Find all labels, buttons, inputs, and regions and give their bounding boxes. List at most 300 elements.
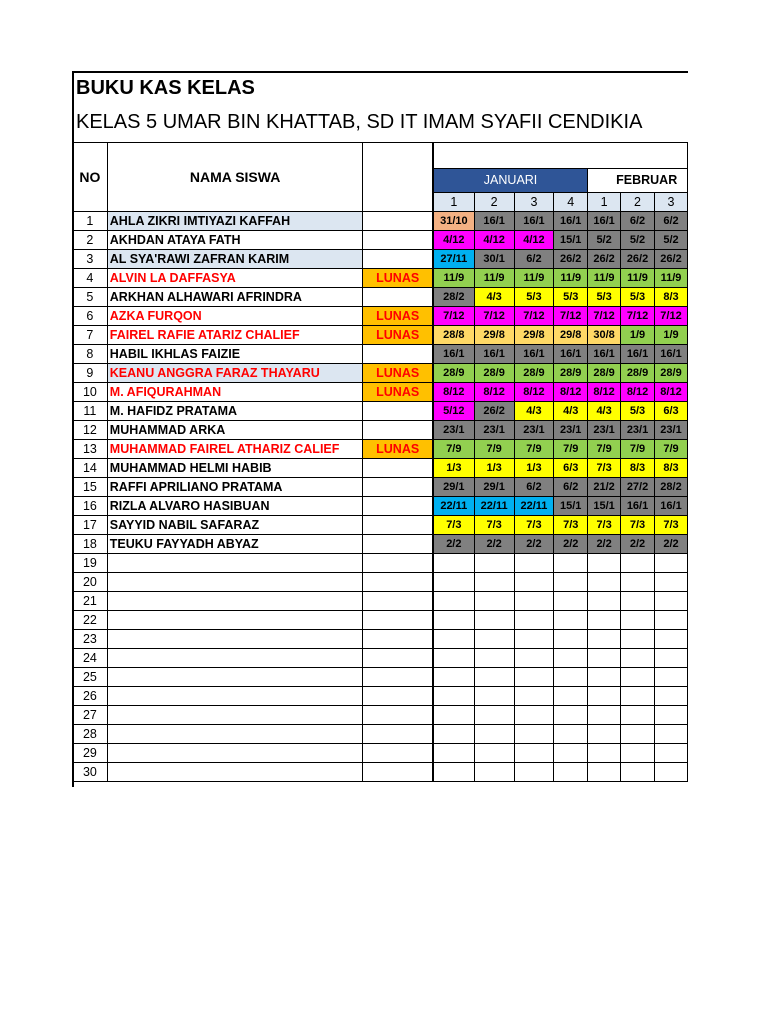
status-badge xyxy=(363,497,433,516)
status-badge xyxy=(363,706,433,725)
student-name: FAIREL RAFIE ATARIZ CHALIEF xyxy=(107,326,363,345)
row-number: 17 xyxy=(73,516,108,535)
payment-cell: 7/3 xyxy=(474,516,514,535)
payment-cell: 16/1 xyxy=(474,345,514,364)
row-number: 23 xyxy=(73,630,108,649)
payment-cell: 28/9 xyxy=(588,364,621,383)
table-row xyxy=(73,269,688,288)
payment-cell xyxy=(588,687,621,706)
payment-cell: 27/2 xyxy=(621,478,655,497)
table-row xyxy=(73,611,688,630)
payment-cell: 28/2 xyxy=(433,288,474,307)
payment-cell: 6/3 xyxy=(554,459,588,478)
payment-cell xyxy=(554,611,588,630)
payment-cell: 7/12 xyxy=(474,307,514,326)
payment-cell xyxy=(621,706,655,725)
payment-cell: 22/11 xyxy=(433,497,474,516)
payment-cell xyxy=(433,668,474,687)
payment-cell: 11/9 xyxy=(474,269,514,288)
status-badge: LUNAS xyxy=(363,364,433,383)
payment-cell: 11/9 xyxy=(433,269,474,288)
payment-cell: 7/12 xyxy=(588,307,621,326)
payment-cell: 22/11 xyxy=(474,497,514,516)
payment-cell: 7/9 xyxy=(588,440,621,459)
payment-cell: 28/9 xyxy=(474,364,514,383)
status-badge: LUNAS xyxy=(363,440,433,459)
payment-cell: 4/3 xyxy=(554,402,588,421)
week-header: 4 xyxy=(554,193,588,212)
payment-cell: 6/3 xyxy=(655,402,688,421)
payment-cell: 7/9 xyxy=(514,440,554,459)
payment-cell: 8/12 xyxy=(474,383,514,402)
payment-cell xyxy=(554,554,588,573)
payment-cell: 29/8 xyxy=(474,326,514,345)
payment-cell xyxy=(514,592,554,611)
row-number: 18 xyxy=(73,535,108,554)
payment-cell: 8/12 xyxy=(655,383,688,402)
table-row xyxy=(73,478,688,497)
payment-cell xyxy=(514,554,554,573)
header-spacer xyxy=(433,143,687,169)
payment-cell: 16/1 xyxy=(433,345,474,364)
payment-cell: 2/2 xyxy=(474,535,514,554)
payment-cell: 4/3 xyxy=(588,402,621,421)
table-row xyxy=(73,250,688,269)
table-row xyxy=(73,212,688,231)
student-name: HABIL IKHLAS FAIZIE xyxy=(107,345,363,364)
payment-cell xyxy=(621,554,655,573)
status-badge xyxy=(363,649,433,668)
student-name: SAYYID NABIL SAFARAZ xyxy=(107,516,363,535)
status-badge xyxy=(363,421,433,440)
payment-cell xyxy=(514,668,554,687)
payment-cell: 23/1 xyxy=(621,421,655,440)
payment-cell: 5/2 xyxy=(621,231,655,250)
status-badge xyxy=(363,573,433,592)
payment-cell: 8/12 xyxy=(554,383,588,402)
student-name: AZKA FURQON xyxy=(107,307,363,326)
payment-cell xyxy=(433,687,474,706)
payment-cell: 6/2 xyxy=(655,212,688,231)
student-name: AL SYA'RAWI ZAFRAN KARIM xyxy=(107,250,363,269)
status-badge xyxy=(363,212,433,231)
payment-cell: 28/9 xyxy=(655,364,688,383)
payment-cell: 4/3 xyxy=(514,402,554,421)
row-number: 25 xyxy=(73,668,108,687)
payment-cell: 5/12 xyxy=(433,402,474,421)
payment-cell xyxy=(621,668,655,687)
payment-cell xyxy=(433,573,474,592)
payment-cell xyxy=(588,554,621,573)
payment-cell: 7/12 xyxy=(554,307,588,326)
payment-cell xyxy=(474,706,514,725)
status-badge xyxy=(363,592,433,611)
payment-cell xyxy=(433,554,474,573)
table-row xyxy=(73,421,688,440)
payment-cell xyxy=(474,744,514,763)
row-number: 29 xyxy=(73,744,108,763)
student-name xyxy=(107,630,363,649)
payment-cell: 16/1 xyxy=(554,345,588,364)
payment-cell: 23/1 xyxy=(474,421,514,440)
payment-cell: 16/1 xyxy=(655,345,688,364)
payment-cell xyxy=(474,649,514,668)
payment-cell: 29/1 xyxy=(474,478,514,497)
payment-cell xyxy=(474,763,514,782)
payment-cell: 11/9 xyxy=(588,269,621,288)
table-row xyxy=(73,649,688,668)
row-number: 16 xyxy=(73,497,108,516)
table-row xyxy=(73,516,688,535)
payment-cell xyxy=(588,611,621,630)
payment-cell: 8/12 xyxy=(514,383,554,402)
week-header: 2 xyxy=(474,193,514,212)
status-badge xyxy=(363,459,433,478)
table-row xyxy=(73,706,688,725)
row-number: 8 xyxy=(73,345,108,364)
header-status xyxy=(363,143,433,212)
payment-cell: 7/9 xyxy=(554,440,588,459)
table-row xyxy=(73,573,688,592)
payment-cell xyxy=(588,668,621,687)
sheet-subtitle: KELAS 5 UMAR BIN KHATTAB, SD IT IMAM SYAFII CENDIKIA xyxy=(76,111,643,133)
payment-cell xyxy=(621,649,655,668)
payment-cell xyxy=(621,573,655,592)
payment-cell: 23/1 xyxy=(433,421,474,440)
row-number: 2 xyxy=(73,231,108,250)
payment-cell xyxy=(474,611,514,630)
payment-cell xyxy=(554,763,588,782)
week-header: 3 xyxy=(655,193,688,212)
week-header: 3 xyxy=(514,193,554,212)
payment-cell xyxy=(554,630,588,649)
table-row xyxy=(73,307,688,326)
student-name: MUHAMMAD FAIREL ATHARIZ CALIEF xyxy=(107,440,363,459)
row-number: 30 xyxy=(73,763,108,782)
payment-cell: 28/2 xyxy=(655,478,688,497)
payment-cell: 7/12 xyxy=(514,307,554,326)
payment-cell: 6/2 xyxy=(554,478,588,497)
payment-cell: 15/1 xyxy=(588,497,621,516)
payment-cell: 31/10 xyxy=(433,212,474,231)
status-badge: LUNAS xyxy=(363,269,433,288)
payment-cell: 7/3 xyxy=(655,516,688,535)
student-name xyxy=(107,573,363,592)
payment-cell xyxy=(554,706,588,725)
payment-cell: 26/2 xyxy=(474,402,514,421)
payment-cell xyxy=(588,573,621,592)
status-badge xyxy=(363,744,433,763)
status-badge xyxy=(363,630,433,649)
payment-cell: 7/9 xyxy=(621,440,655,459)
row-number: 22 xyxy=(73,611,108,630)
payment-cell xyxy=(655,725,688,744)
student-name: M. HAFIDZ PRATAMA xyxy=(107,402,363,421)
status-badge: LUNAS xyxy=(363,383,433,402)
payment-cell: 5/3 xyxy=(588,288,621,307)
payment-cell: 15/1 xyxy=(554,231,588,250)
payment-cell xyxy=(474,554,514,573)
payment-cell xyxy=(655,611,688,630)
table-row xyxy=(73,440,688,459)
student-name xyxy=(107,611,363,630)
payment-cell: 2/2 xyxy=(588,535,621,554)
payment-cell: 30/8 xyxy=(588,326,621,345)
payment-cell: 30/1 xyxy=(474,250,514,269)
status-badge xyxy=(363,668,433,687)
payment-cell xyxy=(433,706,474,725)
payment-cell: 16/1 xyxy=(588,345,621,364)
row-number: 20 xyxy=(73,573,108,592)
student-name xyxy=(107,649,363,668)
payment-cell: 7/3 xyxy=(588,459,621,478)
row-number: 19 xyxy=(73,554,108,573)
student-name: MUHAMMAD ARKA xyxy=(107,421,363,440)
payment-cell: 23/1 xyxy=(554,421,588,440)
payment-cell: 7/12 xyxy=(655,307,688,326)
payment-cell: 7/3 xyxy=(554,516,588,535)
payment-cell: 4/12 xyxy=(514,231,554,250)
payment-cell xyxy=(621,630,655,649)
payment-cell: 8/12 xyxy=(588,383,621,402)
payment-cell xyxy=(655,630,688,649)
payment-cell xyxy=(621,592,655,611)
payment-cell: 16/1 xyxy=(514,345,554,364)
student-name xyxy=(107,687,363,706)
payment-cell xyxy=(554,573,588,592)
student-name: RAFFI APRILIANO PRATAMA xyxy=(107,478,363,497)
payment-cell: 1/9 xyxy=(621,326,655,345)
payment-cell: 22/11 xyxy=(514,497,554,516)
payment-cell xyxy=(514,706,554,725)
payment-cell xyxy=(433,744,474,763)
table-row xyxy=(73,554,688,573)
table-row xyxy=(73,345,688,364)
payment-cell: 4/3 xyxy=(474,288,514,307)
student-name xyxy=(107,725,363,744)
payment-cell: 28/9 xyxy=(514,364,554,383)
payment-cell: 16/1 xyxy=(588,212,621,231)
payment-cell xyxy=(514,763,554,782)
table-row xyxy=(73,231,688,250)
payment-cell xyxy=(588,630,621,649)
payment-cell xyxy=(588,744,621,763)
payment-cell: 15/1 xyxy=(554,497,588,516)
student-name: MUHAMMAD HELMI HABIB xyxy=(107,459,363,478)
student-rows xyxy=(73,212,688,782)
sheet-title: BUKU KAS KELAS xyxy=(76,77,255,99)
payment-cell xyxy=(655,668,688,687)
payment-cell: 5/2 xyxy=(588,231,621,250)
payment-cell xyxy=(474,668,514,687)
top-border xyxy=(72,71,688,73)
payment-cell xyxy=(514,744,554,763)
table-row xyxy=(73,763,688,782)
payment-cell xyxy=(655,763,688,782)
payment-cell xyxy=(433,649,474,668)
payment-cell: 5/3 xyxy=(514,288,554,307)
row-number: 4 xyxy=(73,269,108,288)
payment-cell xyxy=(433,763,474,782)
row-number: 1 xyxy=(73,212,108,231)
payment-cell: 27/11 xyxy=(433,250,474,269)
payment-cell xyxy=(433,630,474,649)
payment-cell xyxy=(554,687,588,706)
table-row xyxy=(73,535,688,554)
status-badge xyxy=(363,725,433,744)
payment-cell: 16/1 xyxy=(474,212,514,231)
student-name: ALVIN LA DAFFASYA xyxy=(107,269,363,288)
table-row xyxy=(73,288,688,307)
payment-cell: 7/3 xyxy=(588,516,621,535)
payment-cell: 16/1 xyxy=(514,212,554,231)
student-name xyxy=(107,554,363,573)
payment-cell: 11/9 xyxy=(655,269,688,288)
payment-cell: 5/3 xyxy=(554,288,588,307)
payment-cell: 7/9 xyxy=(433,440,474,459)
week-header: 2 xyxy=(621,193,655,212)
payment-cell xyxy=(474,592,514,611)
student-name: M. AFIQURAHMAN xyxy=(107,383,363,402)
table-row xyxy=(73,326,688,345)
payment-cell xyxy=(474,630,514,649)
payment-cell: 2/2 xyxy=(433,535,474,554)
payment-cell xyxy=(514,611,554,630)
payment-cell: 28/9 xyxy=(621,364,655,383)
payment-cell xyxy=(514,649,554,668)
table-row xyxy=(73,725,688,744)
payment-cell: 7/9 xyxy=(474,440,514,459)
student-name: TEUKU FAYYADH ABYAZ xyxy=(107,535,363,554)
payment-cell xyxy=(621,744,655,763)
payment-cell xyxy=(433,725,474,744)
student-name: AHLA ZIKRI IMTIYAZI KAFFAH xyxy=(107,212,363,231)
payment-cell: 2/2 xyxy=(621,535,655,554)
payment-cell: 8/3 xyxy=(621,459,655,478)
status-badge xyxy=(363,763,433,782)
payment-cell xyxy=(655,687,688,706)
table-row xyxy=(73,497,688,516)
payment-cell: 6/2 xyxy=(514,478,554,497)
row-number: 27 xyxy=(73,706,108,725)
table-row xyxy=(73,687,688,706)
student-name xyxy=(107,668,363,687)
payment-cell xyxy=(474,687,514,706)
header-no: NO xyxy=(73,143,108,212)
payment-cell: 21/2 xyxy=(588,478,621,497)
month-februari: FEBRUAR xyxy=(588,169,688,193)
payment-cell: 6/2 xyxy=(514,250,554,269)
status-badge xyxy=(363,288,433,307)
payment-cell xyxy=(433,592,474,611)
student-name xyxy=(107,763,363,782)
row-number: 11 xyxy=(73,402,108,421)
payment-cell xyxy=(655,706,688,725)
week-header: 1 xyxy=(588,193,621,212)
payment-cell xyxy=(588,592,621,611)
payment-cell: 7/12 xyxy=(621,307,655,326)
row-number: 10 xyxy=(73,383,108,402)
status-badge: LUNAS xyxy=(363,307,433,326)
payment-cell: 8/3 xyxy=(655,288,688,307)
table-row xyxy=(73,668,688,687)
payment-cell: 1/3 xyxy=(474,459,514,478)
payment-cell xyxy=(554,725,588,744)
payment-cell: 5/3 xyxy=(621,288,655,307)
student-name xyxy=(107,592,363,611)
status-badge xyxy=(363,345,433,364)
month-januari: JANUARI xyxy=(433,169,587,193)
payment-cell: 8/12 xyxy=(621,383,655,402)
payment-cell: 7/9 xyxy=(655,440,688,459)
payment-cell xyxy=(514,573,554,592)
payment-cell: 8/12 xyxy=(433,383,474,402)
payment-cell: 26/2 xyxy=(621,250,655,269)
row-number: 24 xyxy=(73,649,108,668)
payment-cell: 29/8 xyxy=(514,326,554,345)
payment-cell: 7/3 xyxy=(433,516,474,535)
payment-cell: 4/12 xyxy=(433,231,474,250)
payment-cell xyxy=(655,573,688,592)
payment-cell: 16/1 xyxy=(621,345,655,364)
payment-cell xyxy=(588,706,621,725)
row-number: 9 xyxy=(73,364,108,383)
status-badge xyxy=(363,478,433,497)
payment-cell: 1/3 xyxy=(433,459,474,478)
payment-cell xyxy=(621,725,655,744)
row-number: 3 xyxy=(73,250,108,269)
payment-cell: 1/3 xyxy=(514,459,554,478)
row-number: 6 xyxy=(73,307,108,326)
payment-cell xyxy=(474,725,514,744)
payment-cell xyxy=(621,763,655,782)
payment-cell: 23/1 xyxy=(514,421,554,440)
row-number: 14 xyxy=(73,459,108,478)
payment-cell: 8/3 xyxy=(655,459,688,478)
status-badge xyxy=(363,535,433,554)
payment-cell xyxy=(514,725,554,744)
payment-cell xyxy=(655,649,688,668)
payment-cell xyxy=(655,592,688,611)
payment-cell: 16/1 xyxy=(554,212,588,231)
payment-cell xyxy=(588,725,621,744)
payment-cell xyxy=(621,611,655,630)
payment-cell: 23/1 xyxy=(588,421,621,440)
row-number: 7 xyxy=(73,326,108,345)
payment-cell: 2/2 xyxy=(554,535,588,554)
payment-cell: 26/2 xyxy=(588,250,621,269)
payment-cell: 5/3 xyxy=(621,402,655,421)
status-badge xyxy=(363,611,433,630)
payment-cell: 1/9 xyxy=(655,326,688,345)
payment-cell: 28/9 xyxy=(554,364,588,383)
cash-book-table xyxy=(72,142,688,782)
table-row xyxy=(73,459,688,478)
student-name: RIZLA ALVARO HASIBUAN xyxy=(107,497,363,516)
row-number: 12 xyxy=(73,421,108,440)
payment-cell xyxy=(514,687,554,706)
payment-cell: 11/9 xyxy=(514,269,554,288)
payment-cell: 7/3 xyxy=(621,516,655,535)
payment-cell xyxy=(474,573,514,592)
payment-cell: 4/12 xyxy=(474,231,514,250)
payment-cell: 16/1 xyxy=(655,497,688,516)
payment-cell: 28/8 xyxy=(433,326,474,345)
status-badge xyxy=(363,687,433,706)
status-badge xyxy=(363,250,433,269)
row-number: 5 xyxy=(73,288,108,307)
table-row xyxy=(73,592,688,611)
